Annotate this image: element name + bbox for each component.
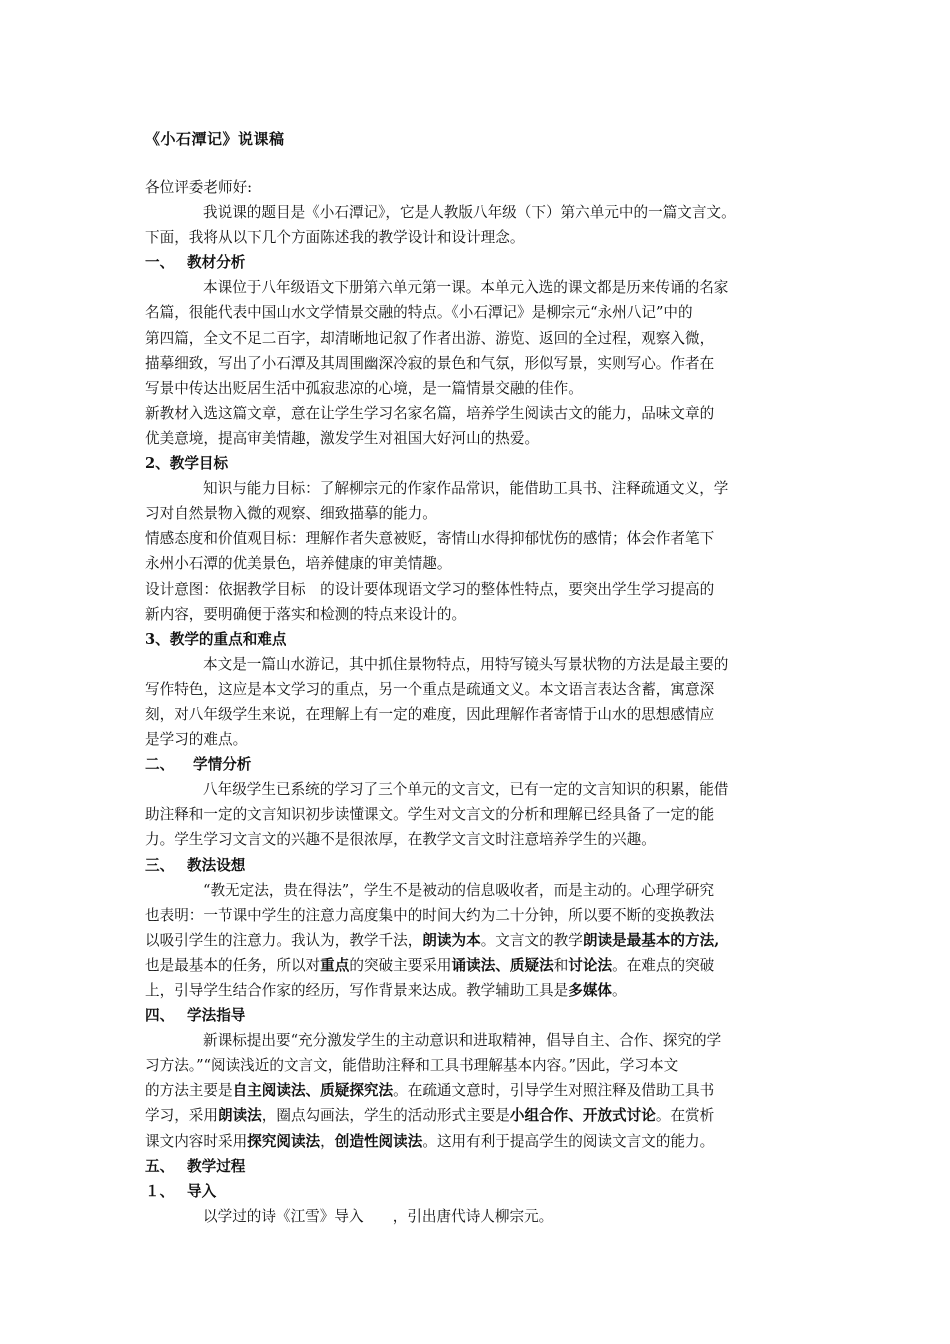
text-run: 以吸引学生的注意力。我认为，教学千法， xyxy=(145,931,423,949)
bold-term: 朗读法 xyxy=(217,1107,262,1125)
greeting: 各位评委老师好: xyxy=(145,179,253,196)
section-label: 教材分析 xyxy=(187,254,246,272)
paragraph-line: 新教材入选这篇文章，意在让学生学习名家名篇，培养学生阅读古文的能力，品味文章的 xyxy=(145,404,715,422)
bold-term: 朗读是最基本的方法, xyxy=(582,931,720,949)
bold-term: 诵读法、质疑法 xyxy=(451,956,554,974)
subsection-heading-introduction xyxy=(145,1179,825,1204)
paragraph-line: 描摹细致，写出了小石潭及其周围幽深冷寂的景色和气氛，形似写景，实则写心。作者在 xyxy=(145,354,715,372)
paragraph-line: 习方法。”“阅读浅近的文言文，能借助注释和工具书理解基本内容。”因此，学习本文 xyxy=(145,1057,679,1075)
document-body xyxy=(145,175,825,1229)
paragraph-line: 本文是一篇山水游记，其中抓住景物特点，用特写镜头写景状物的方法是最主要的 xyxy=(203,655,729,673)
paragraph-line: 本课位于八年级语文下册第六单元第一课。本单元入选的课文都是历来传诵的名家 xyxy=(203,279,729,297)
paragraph-line xyxy=(145,1103,825,1128)
section-label: 教学过程 xyxy=(187,1157,246,1175)
text-run: 上，引导学生结合作家的经历，写作背景来达成。教学辅助工具是 xyxy=(145,982,569,999)
text-run: 。在赏析 xyxy=(655,1107,715,1125)
paragraph-line: 写景中传达出贬居生活中孤寂悲凉的心境，是一篇情景交融的佳作。 xyxy=(145,379,583,397)
paragraph-line xyxy=(145,978,825,1003)
subsection-number: １、 xyxy=(145,1182,175,1200)
section-heading-teaching-process xyxy=(145,1154,825,1179)
intro-line-2: 下面，我将从以下几个方面陈述我的教学设计和设计理念。 xyxy=(145,229,525,247)
paragraph-line: 是学习的难点。 xyxy=(145,731,248,749)
bold-term: 讨论法 xyxy=(568,956,613,974)
section-heading-learning-guidance xyxy=(145,1003,825,1028)
bold-term: 朗读为本 xyxy=(422,931,481,949)
section-label: 学法指导 xyxy=(187,1007,246,1025)
section-label: 学情分析 xyxy=(193,756,252,774)
section-heading-key-points: 3、教学的重点和难点 xyxy=(145,630,287,648)
bold-term: 小组合作、开放式讨论 xyxy=(509,1107,656,1125)
section-heading-student-analysis xyxy=(145,752,825,777)
paragraph-line: 第四篇，全文不足二百字，却清晰地记叙了作者出游、游览、返回的全过程，观察入微， xyxy=(145,329,715,347)
text-run: 。这用有利于提高学生的阅读文言文的能力。 xyxy=(422,1132,715,1150)
paragraph-line: 新课标提出要“充分激发学生的主动意识和进取精神，倡导自主、合作、探究的学 xyxy=(203,1032,722,1050)
bold-term: 探究阅读法 xyxy=(247,1132,321,1150)
text-run: 和 xyxy=(553,956,569,974)
text-run: 课文内容时采用 xyxy=(145,1132,248,1150)
text-run: 的突破主要采用 xyxy=(349,956,452,974)
section-number: 二、 xyxy=(145,756,175,774)
paragraph-line: 知识与能力目标：了解柳宗元的作家作品常识，能借助工具书、注释疏通文义，学 xyxy=(203,480,729,498)
text-run: ，圈点勾画法，学生的活动形式主要是 xyxy=(261,1107,510,1125)
text-run: ， xyxy=(320,1132,335,1150)
paragraph-line: 习对自然景物入微的观察、细致描摹的能力。 xyxy=(145,505,437,523)
paragraph-line: 新内容，要明确便于落实和检测的特点来设计的。 xyxy=(145,605,467,623)
paragraph-line xyxy=(145,1129,825,1154)
section-heading-textbook-analysis xyxy=(145,250,825,275)
text-run: 。在难点的突破 xyxy=(612,956,715,974)
paragraph-line: 助注释和一定的文言知识初步读懂课文。学生对文言文的分析和理解已经具备了一定的能 xyxy=(145,806,715,824)
text-run: 。文言文的教学 xyxy=(480,931,583,949)
paragraph-line: 写作特色，这应是本文学习的重点，另一个重点是疏通文义。本文语言表达含蓄，寓意深 xyxy=(145,680,715,698)
paragraph-line: 以学过的诗《江雪》导入 ，引出唐代诗人柳宗元。 xyxy=(203,1207,554,1225)
paragraph-line: 设计意图：依据教学目标 的设计要体现语文学习的整体性特点，要突出学生学习提高的 xyxy=(145,580,715,598)
section-number: 三、 xyxy=(145,856,175,874)
paragraph-line xyxy=(145,1078,825,1103)
paragraph-line: 刻，对八年级学生来说，在理解上有一定的难度，因此理解作者寄情于山水的思想感情应 xyxy=(145,705,715,723)
bold-term: 重点 xyxy=(320,956,350,974)
text-run: 也是最基本的任务，所以对 xyxy=(145,956,321,974)
bold-term: 多媒体 xyxy=(568,982,613,999)
section-label: 教法设想 xyxy=(187,856,246,874)
paragraph-line: 优美意境，提高审美情趣，激发学生对祖国大好河山的热爱。 xyxy=(145,429,540,447)
bold-term: 自主阅读法、质疑探究法 xyxy=(232,1082,394,1100)
paragraph-line: 力。学生学习文言文的兴趣不是很浓厚，在教学文言文时注意培养学生的兴趣。 xyxy=(145,831,656,849)
section-number: 四、 xyxy=(145,1007,175,1025)
text-run: 。在疏通文意时，引导学生对照注释及借助工具书 xyxy=(393,1082,715,1100)
paragraph-line: 名篇，很能代表中国山水文学情景交融的特点。《小石潭记》是柳宗元“永州八记”中的 xyxy=(145,304,693,322)
paragraph-line: 也表明：一节课中学生的注意力高度集中的时间大约为二十分钟，所以要不断的变换教法 xyxy=(145,906,715,924)
section-number: 一、 xyxy=(145,254,175,272)
section-heading-teaching-goals: 2、教学目标 xyxy=(145,455,229,473)
document-title: 《小石潭记》说课稿 xyxy=(145,130,285,148)
intro-line-1: 我说课的题目是《小石潭记》，它是人教版八年级（下）第六单元中的一篇文言文。 xyxy=(203,204,736,222)
paragraph-line: 八年级学生已系统的学习了三个单元的文言文，已有一定的文言知识的积累，能借 xyxy=(203,781,729,799)
text-run: 学习，采用 xyxy=(145,1107,218,1125)
section-heading-teaching-methods xyxy=(145,853,825,878)
paragraph-line: “教无定法，贵在得法”，学生不是被动的信息吸收者，而是主动的。心理学研究 xyxy=(203,881,715,899)
text-run: 的方法主要是 xyxy=(145,1082,233,1100)
section-number: 五、 xyxy=(145,1157,175,1175)
bold-term: 创造性阅读法 xyxy=(334,1132,423,1150)
paragraph-line: 永州小石潭的优美景色，培养健康的审美情趣。 xyxy=(145,555,452,573)
text-run: 。 xyxy=(612,982,627,999)
paragraph-line xyxy=(145,953,825,978)
paragraph-line: 情感态度和价值观目标：理解作者失意被贬，寄情山水得抑郁忧伤的感情；体会作者笔下 xyxy=(145,530,715,548)
paragraph-line xyxy=(145,928,825,953)
subsection-label: 导入 xyxy=(187,1182,217,1200)
